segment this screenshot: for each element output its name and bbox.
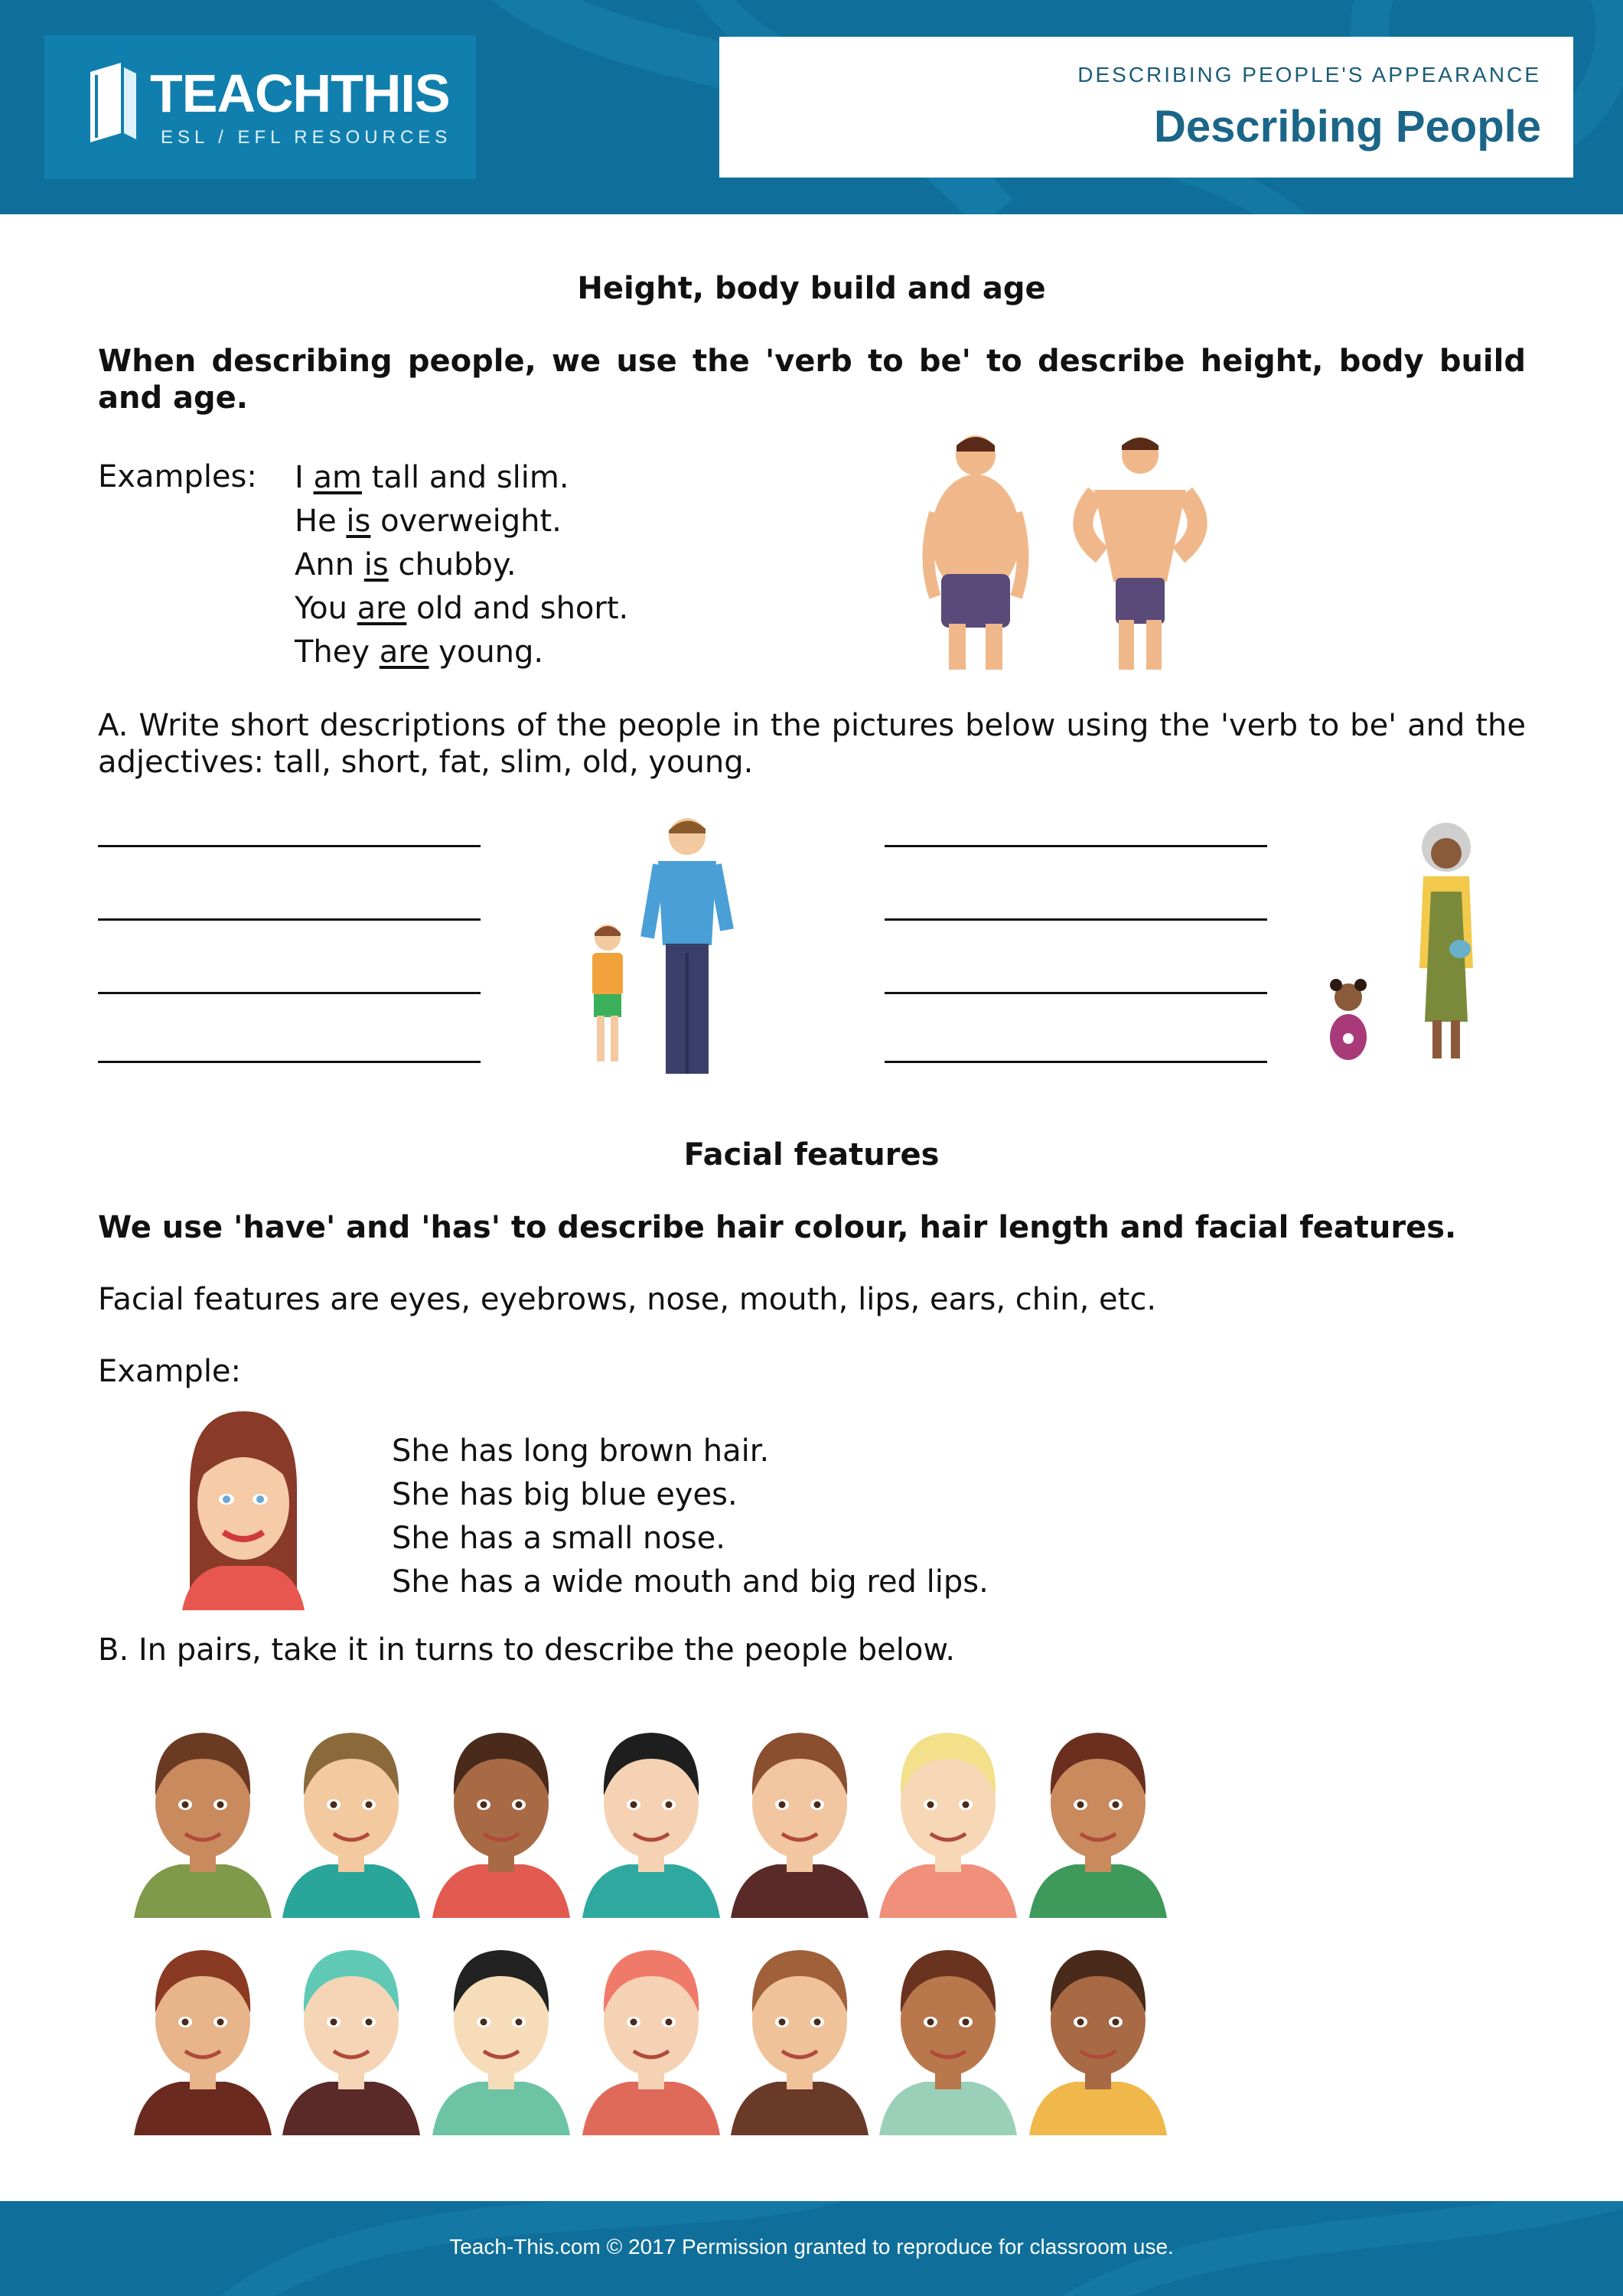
examples-list [295, 456, 628, 674]
answer-line[interactable] [885, 992, 1267, 994]
person-portrait [1025, 1929, 1171, 2135]
example-description-list [392, 1430, 989, 1604]
examples-label: Examples: [98, 459, 257, 494]
man-and-boy-illustration [574, 807, 758, 1083]
example-label: Example: [98, 1354, 242, 1389]
worksheet-topic: DESCRIBING PEOPLE'S APPEARANCE [1077, 63, 1541, 86]
boy-figure [592, 925, 623, 1062]
answer-line[interactable] [98, 992, 481, 994]
example-sentence: She has big blue eyes. [392, 1477, 738, 1512]
person-portrait [727, 1929, 872, 2135]
page-footer [0, 2201, 1623, 2296]
example-sentence: I am tall and slim. [295, 460, 569, 495]
example-sentence: He is overweight. [295, 504, 562, 539]
page-header [0, 0, 1623, 214]
person-portrait [429, 1711, 574, 1918]
person-portrait [130, 1711, 275, 1918]
example-sentence: They are young. [295, 634, 544, 670]
answer-line[interactable] [885, 918, 1267, 921]
example-sentence: You are old and short. [295, 591, 629, 626]
overweight-man-figure [929, 435, 1023, 670]
person-portrait [130, 1929, 275, 2135]
facial-features-list: Facial features are eyes, eyebrows, nose, mouth, lips, ears, chin, etc. [98, 1282, 1157, 1317]
person-portrait [279, 1711, 424, 1918]
answer-line[interactable] [98, 845, 481, 847]
example-sentence: Ann is chubby. [295, 547, 517, 582]
example-woman-portrait [174, 1404, 312, 1610]
logo-name: TEACHTHIS [150, 64, 450, 123]
example-sentence: She has a wide mouth and big red lips. [392, 1564, 989, 1600]
example-sentence: She has a small nose. [392, 1521, 725, 1556]
person-portrait [727, 1711, 872, 1918]
copyright-notice: Teach-This.com © 2017 Permission granted to reproduce for classroom use. [449, 2235, 1174, 2258]
answer-line[interactable] [98, 918, 481, 921]
logo-subtitle: ESL / EFL RESOURCES [161, 127, 452, 148]
person-portrait [578, 1929, 724, 2135]
person-portrait [875, 1711, 1021, 1918]
answer-line[interactable] [885, 1061, 1267, 1063]
logo[interactable] [44, 35, 476, 179]
body-build-illustration [918, 429, 1224, 681]
person-portrait [279, 1929, 424, 2135]
old-woman-figure [1419, 823, 1473, 1058]
tall-man-figure [647, 818, 727, 1074]
task-a-instructions: A. Write short descriptions of the people in the pictures below using the 'verb to be' and the adjectives: tall, short, fat, slim, old, young. [98, 708, 1526, 780]
example-sentence: She has long brown hair. [392, 1433, 770, 1469]
person-portrait [429, 1929, 574, 2135]
section-heading-facial-features: Facial features [683, 1137, 940, 1172]
answer-line[interactable] [885, 845, 1267, 847]
grandmother-and-baby-illustration [1316, 815, 1484, 1075]
title-panel [719, 37, 1573, 178]
section-intro-verb-to-be: When describing people, we use the 'verb to be' to describe height, body build and age. [98, 344, 1526, 416]
section-intro-have-has: We use 'have' and 'has' to describe hair colour, hair length and facial features. [98, 1210, 1457, 1245]
worksheet-title: Describing People [1153, 102, 1541, 152]
muscular-man-figure [1083, 437, 1197, 670]
answer-line[interactable] [98, 1061, 481, 1063]
person-portrait [875, 1929, 1021, 2135]
baby-figure [1330, 979, 1367, 1060]
book-icon [75, 57, 144, 148]
task-b-instructions: B. In pairs, take it in turns to describe the people below. [98, 1632, 956, 1668]
person-portrait [1025, 1711, 1171, 1918]
person-portrait [578, 1711, 724, 1918]
section-heading-height: Height, body build and age [577, 271, 1046, 306]
